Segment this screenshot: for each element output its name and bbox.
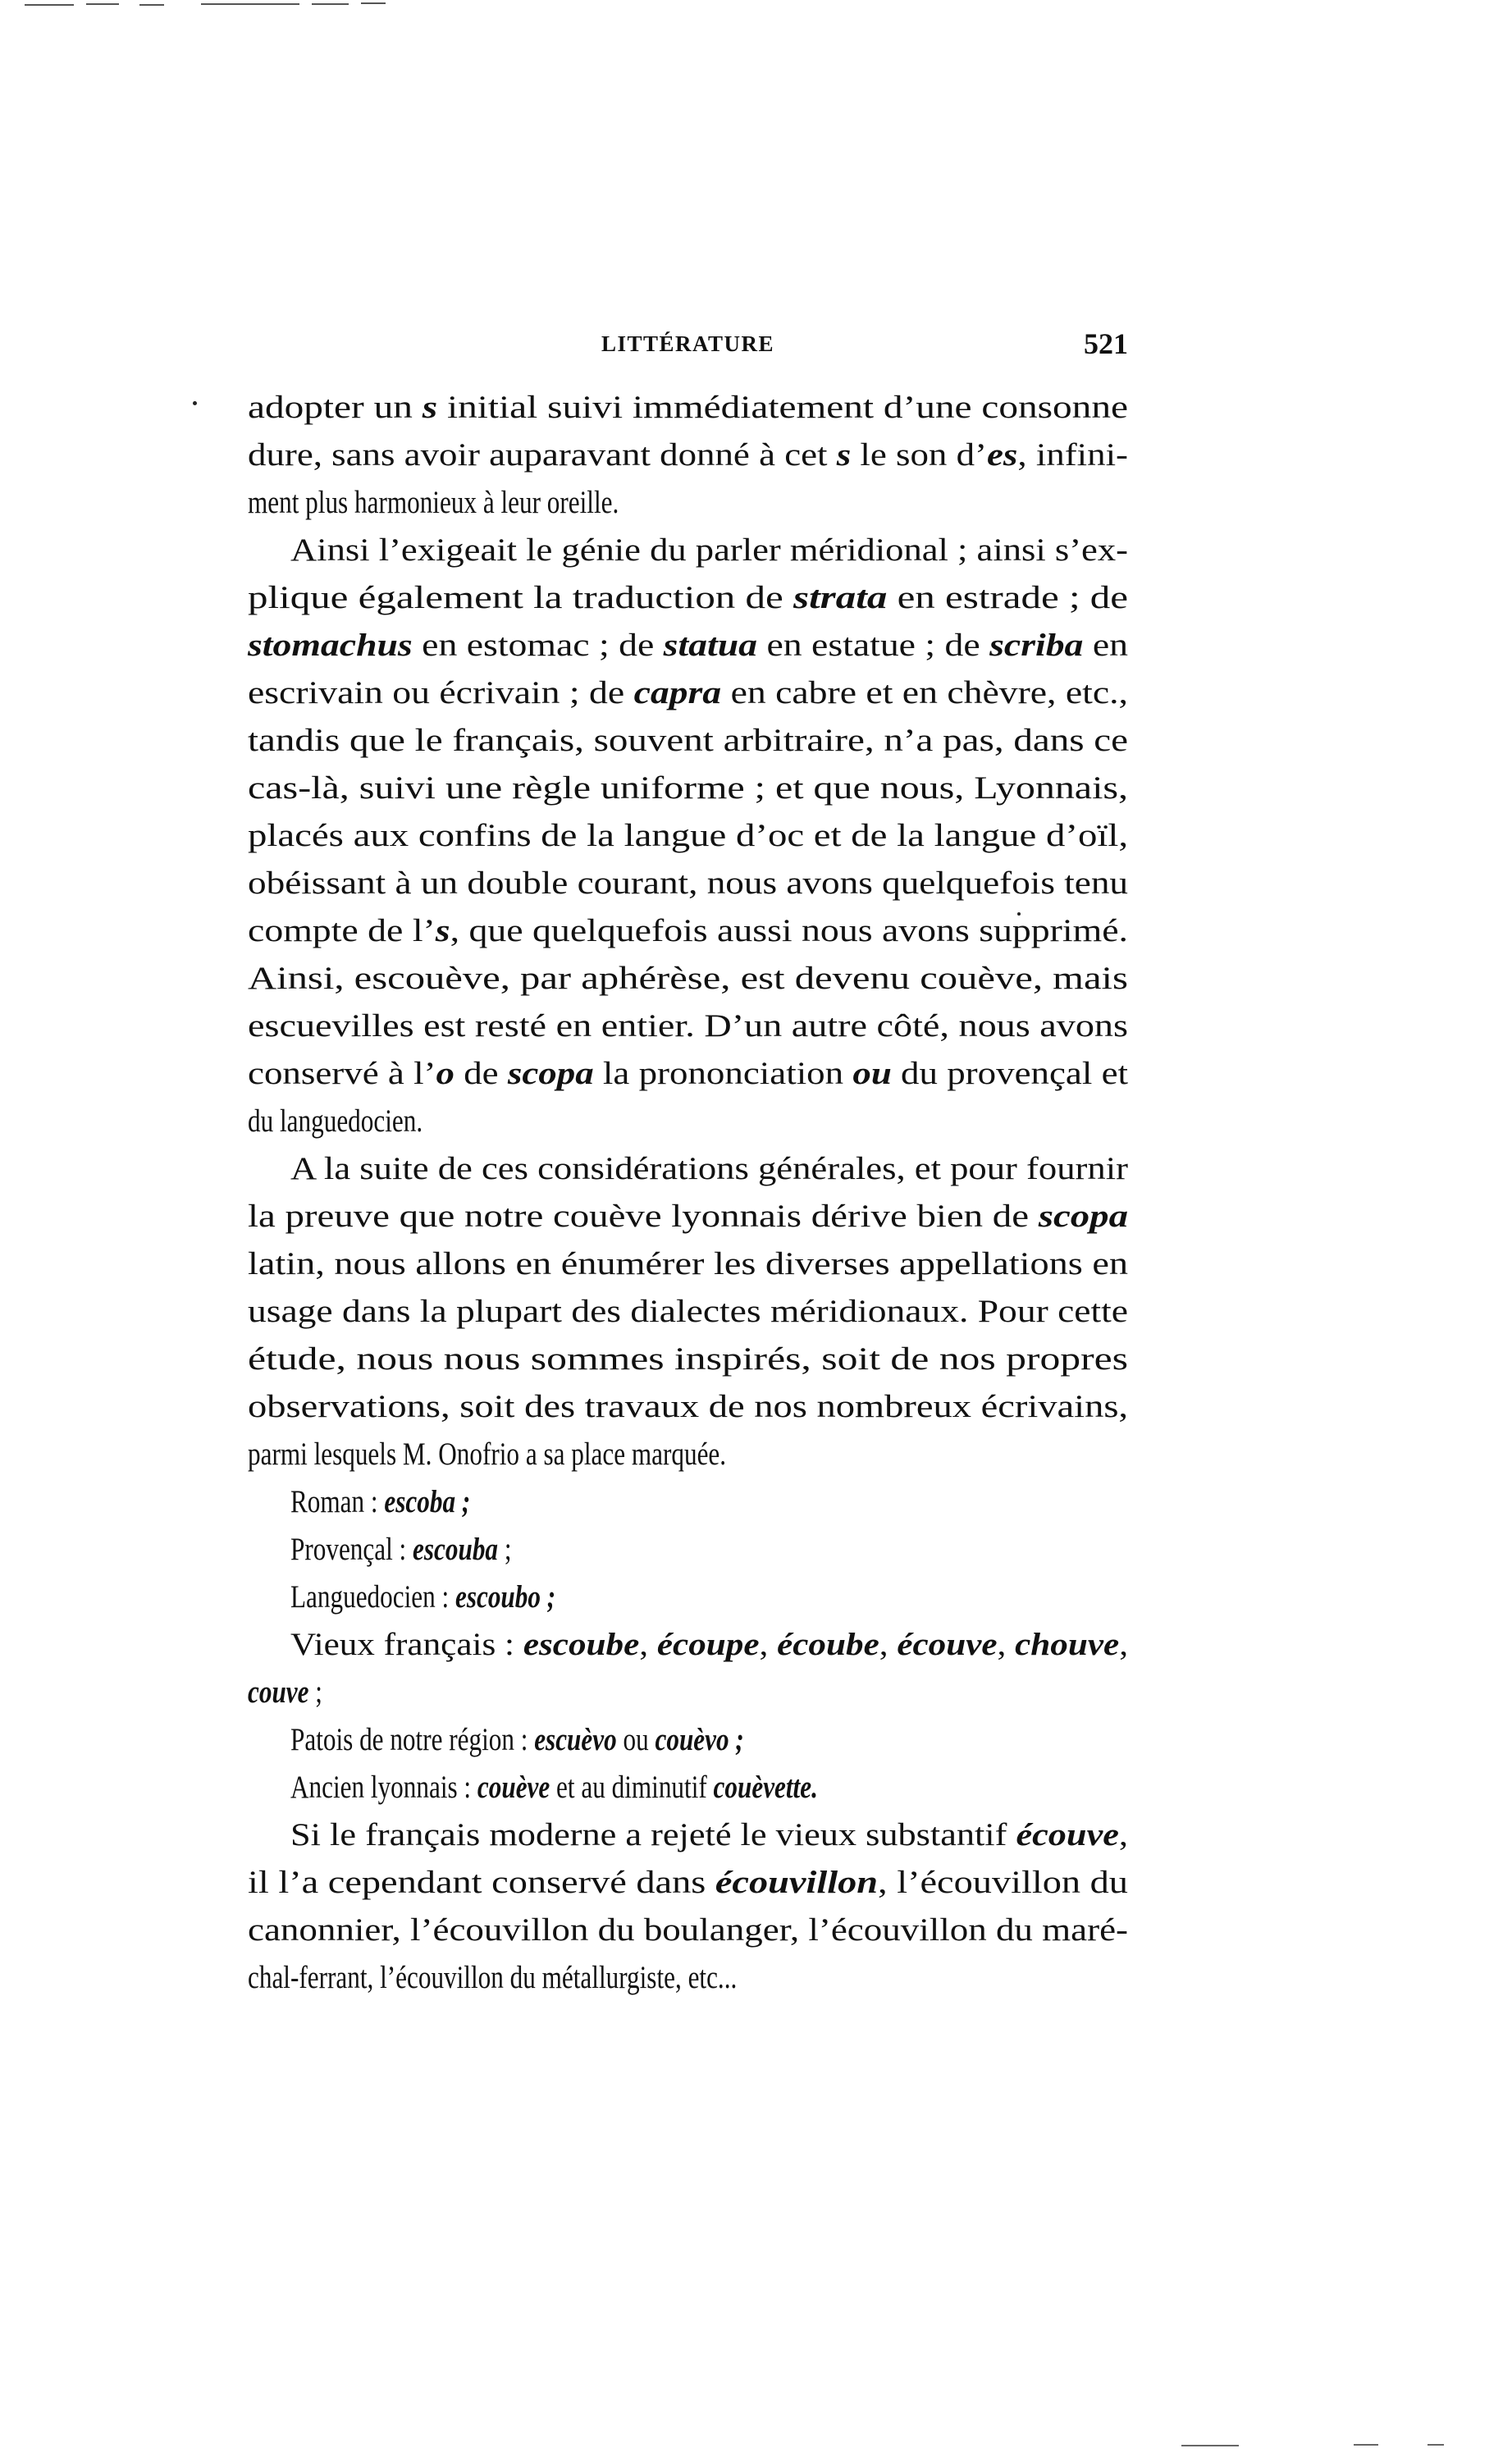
- text-line: [248, 1193, 1128, 1240]
- text-run: en cabre et en chèvre, etc.,: [721, 675, 1128, 710]
- text-line-content: [248, 1003, 1128, 1050]
- text-run: compte de l’: [248, 913, 436, 948]
- text-line-content: [248, 1383, 1128, 1431]
- text-line-content: [248, 1288, 1128, 1336]
- text-line: [248, 1478, 1128, 1526]
- text-run: le son d’: [851, 437, 987, 473]
- text-run: observations, soit des travaux de nos nombreux écrivains,: [248, 1389, 1129, 1424]
- text-run: Provençal :: [290, 1532, 413, 1567]
- text-line: [248, 1764, 1128, 1811]
- text-line: [248, 1145, 1128, 1193]
- text-run: ,: [997, 1627, 1016, 1662]
- text-run: et au diminutif: [550, 1770, 714, 1805]
- text-line-content: [290, 1716, 744, 1764]
- italic-term: capra: [633, 675, 722, 710]
- text-line-content: [248, 1954, 737, 2002]
- text-line-content: [248, 812, 1128, 860]
- text-line-content: [248, 1859, 1128, 1907]
- text-run: la preuve que notre couève lyonnais dérive bien de: [248, 1199, 1039, 1234]
- text-run: Ainsi l’exigeait le génie du parler méridional ; ainsi s’ex-: [290, 532, 1128, 568]
- text-line: [248, 1859, 1128, 1907]
- italic-term: scopa: [1038, 1199, 1129, 1234]
- text-line-content: [248, 860, 1128, 907]
- text-line-content: [248, 1240, 1128, 1288]
- text-line-content: [290, 1764, 818, 1811]
- text-line: [248, 527, 1128, 574]
- running-title: LITTÉRATURE: [601, 331, 775, 356]
- text-run: Si le français moderne a rejeté le vieux substantif: [290, 1817, 1016, 1852]
- ink-speck: [193, 401, 197, 405]
- italic-term: escoube: [523, 1627, 640, 1662]
- italic-term: o: [436, 1056, 455, 1091]
- text-line: [248, 432, 1128, 479]
- italic-term: es: [986, 437, 1018, 473]
- italic-term: escoubo ;: [455, 1579, 556, 1615]
- text-run: ment plus harmonieux à leur oreille.: [248, 485, 619, 520]
- text-line-content: [248, 574, 1128, 622]
- italic-term: s: [435, 913, 450, 948]
- text-line-content: [290, 527, 1128, 574]
- text-run: initial suivi immédiatement d’une consonne: [437, 390, 1128, 425]
- text-line: [248, 1574, 1128, 1621]
- text-run: Patois de notre région :: [290, 1722, 535, 1757]
- scan-artifact-bottom: [1181, 2443, 1477, 2450]
- italic-term: escuèvo: [534, 1722, 617, 1757]
- text-run: Roman :: [290, 1484, 385, 1519]
- text-run: , que quelquefois aussi nous avons supprimé.: [450, 913, 1129, 948]
- page-number: 521: [1084, 327, 1128, 360]
- text-run: chal-ferrant, l’écouvillon du métallurgiste, etc...: [248, 1960, 738, 1995]
- italic-term: stomachus: [248, 628, 413, 663]
- text-run: usage dans la plupart des dialectes méridionaux. Pour cette: [248, 1294, 1129, 1329]
- text-line: [248, 860, 1128, 907]
- text-run: il l’a cependant conservé dans: [248, 1865, 715, 1900]
- running-header: [248, 327, 1128, 363]
- text-line-content: [248, 479, 619, 527]
- text-line-content: [248, 669, 1128, 717]
- text-run: , infini-: [1017, 437, 1128, 473]
- text-run: Languedocien :: [290, 1579, 455, 1615]
- italic-term: scopa: [507, 1056, 594, 1091]
- text-run: Ancien lyonnais :: [290, 1770, 477, 1805]
- text-line-content: [248, 1669, 322, 1716]
- text-line: [248, 1050, 1128, 1098]
- text-line: [248, 1669, 1128, 1716]
- italic-term: écouvillon: [715, 1865, 879, 1900]
- text-line: [248, 955, 1128, 1003]
- text-run: ,: [879, 1627, 898, 1662]
- text-line: [248, 907, 1128, 955]
- text-line: [248, 384, 1128, 432]
- italic-term: couève: [477, 1770, 550, 1805]
- text-line-content: [290, 1574, 555, 1621]
- text-line-content: [248, 432, 1128, 479]
- text-run: parmi lesquels M. Onofrio a sa place marquée.: [248, 1437, 727, 1472]
- text-line: [248, 479, 1128, 527]
- text-line: [248, 1288, 1128, 1336]
- text-run: ou: [616, 1722, 656, 1757]
- italic-term: écouve: [897, 1627, 998, 1662]
- text-line-content: [248, 1907, 1128, 1954]
- italic-term: escoba ;: [384, 1484, 471, 1519]
- text-run: la prononciation: [593, 1056, 853, 1091]
- text-run: tandis que le français, souvent arbitraire, n’a pas, dans ce: [248, 723, 1128, 758]
- text-line-content: [248, 955, 1128, 1003]
- text-line: [248, 669, 1128, 717]
- italic-term: s: [422, 390, 438, 425]
- text-run: escuevilles est resté en entier. D’un autre côté, nous avons: [248, 1008, 1128, 1044]
- text-run: de: [454, 1056, 508, 1091]
- italic-term: s: [836, 437, 852, 473]
- text-run: du languedocien.: [248, 1103, 423, 1139]
- text-run: placés aux confins de la langue d’oc et de la langue d’oïl,: [248, 818, 1129, 853]
- text-run: Vieux français :: [290, 1627, 523, 1662]
- text-line-content: [248, 765, 1128, 812]
- italic-term: écoupe: [656, 1627, 760, 1662]
- text-run: en estatue ; de: [757, 628, 990, 663]
- text-run: cas-là, suivi une règle uniforme ; et que nous, Lyonnais,: [248, 770, 1129, 806]
- text-line: [248, 717, 1128, 765]
- text-run: dure, sans avoir auparavant donné à cet: [248, 437, 837, 473]
- text-line: [248, 1003, 1128, 1050]
- text-run: ,: [759, 1627, 778, 1662]
- text-line-content: [248, 1193, 1128, 1240]
- text-run: du provençal et: [891, 1056, 1128, 1091]
- text-run: obéissant à un double courant, nous avons quelquefois tenu: [248, 866, 1129, 901]
- text-line: [248, 1526, 1128, 1574]
- text-line: [248, 1716, 1128, 1764]
- text-line: [248, 1621, 1128, 1669]
- text-run: en estrade ; de: [887, 580, 1129, 615]
- text-line: [248, 574, 1128, 622]
- text-run: Ainsi, escouève, par aphérèse, est devenu couève, mais: [248, 961, 1128, 996]
- text-line: [248, 1336, 1128, 1383]
- text-run: étude, nous nous sommes inspirés, soit de nos propres: [248, 1341, 1129, 1377]
- text-line-content: [248, 1336, 1128, 1383]
- text-run: ,: [639, 1627, 657, 1662]
- text-run: canonnier, l’écouvillon du boulanger, l’écouvillon du maré-: [248, 1912, 1129, 1948]
- text-line-content: [248, 907, 1128, 955]
- text-line-content: [248, 384, 1128, 432]
- text-line-content: [290, 1811, 1128, 1859]
- italic-term: strata: [793, 580, 888, 615]
- italic-term: couèvette.: [713, 1770, 818, 1805]
- text-run: plique également la traduction de: [248, 580, 794, 615]
- text-line-content: [248, 717, 1128, 765]
- text-line-content: [290, 1621, 1128, 1669]
- text-line: [248, 1383, 1128, 1431]
- body-text: [248, 384, 1128, 2002]
- text-run: ,: [1119, 1627, 1128, 1662]
- italic-term: couve: [248, 1674, 309, 1710]
- italic-term: statua: [663, 628, 758, 663]
- text-run: adopter un: [248, 390, 423, 425]
- text-line-content: [290, 1145, 1128, 1193]
- text-line: [248, 812, 1128, 860]
- text-run: escrivain ou écrivain ; de: [248, 675, 634, 710]
- text-run: A la suite de ces considérations générales, et pour fournir: [290, 1151, 1128, 1186]
- text-line-content: [290, 1478, 470, 1526]
- italic-term: écoube: [777, 1627, 879, 1662]
- italic-term: chouve: [1015, 1627, 1120, 1662]
- text-line: [248, 1240, 1128, 1288]
- text-line-content: [248, 1098, 423, 1145]
- text-line: [248, 765, 1128, 812]
- text-run: conservé à l’: [248, 1056, 436, 1091]
- text-line: [248, 1431, 1128, 1478]
- text-line-content: [248, 622, 1128, 669]
- text-run: en estomac ; de: [412, 628, 664, 663]
- italic-term: scriba: [989, 628, 1084, 663]
- text-line: [248, 1907, 1128, 1954]
- text-run: en: [1083, 628, 1129, 663]
- text-run: , l’écouvillon du: [878, 1865, 1128, 1900]
- text-line-content: [248, 1050, 1128, 1098]
- text-run: latin, nous allons en énumérer les diverses appellations en: [248, 1246, 1129, 1281]
- text-line: [248, 1098, 1128, 1145]
- text-line-content: [290, 1526, 512, 1574]
- text-line: [248, 1954, 1128, 2002]
- text-run: ,: [1118, 1817, 1128, 1852]
- italic-term: écouve: [1016, 1817, 1119, 1852]
- italic-term: escouba: [413, 1532, 499, 1567]
- scan-artifact-top: [25, 2, 386, 10]
- text-line: [248, 1811, 1128, 1859]
- text-run: ;: [498, 1532, 512, 1567]
- italic-term: ou: [852, 1056, 892, 1091]
- text-line-content: [248, 1431, 726, 1478]
- text-line: [248, 622, 1128, 669]
- text-run: ;: [308, 1674, 322, 1710]
- italic-term: couèvo ;: [655, 1722, 744, 1757]
